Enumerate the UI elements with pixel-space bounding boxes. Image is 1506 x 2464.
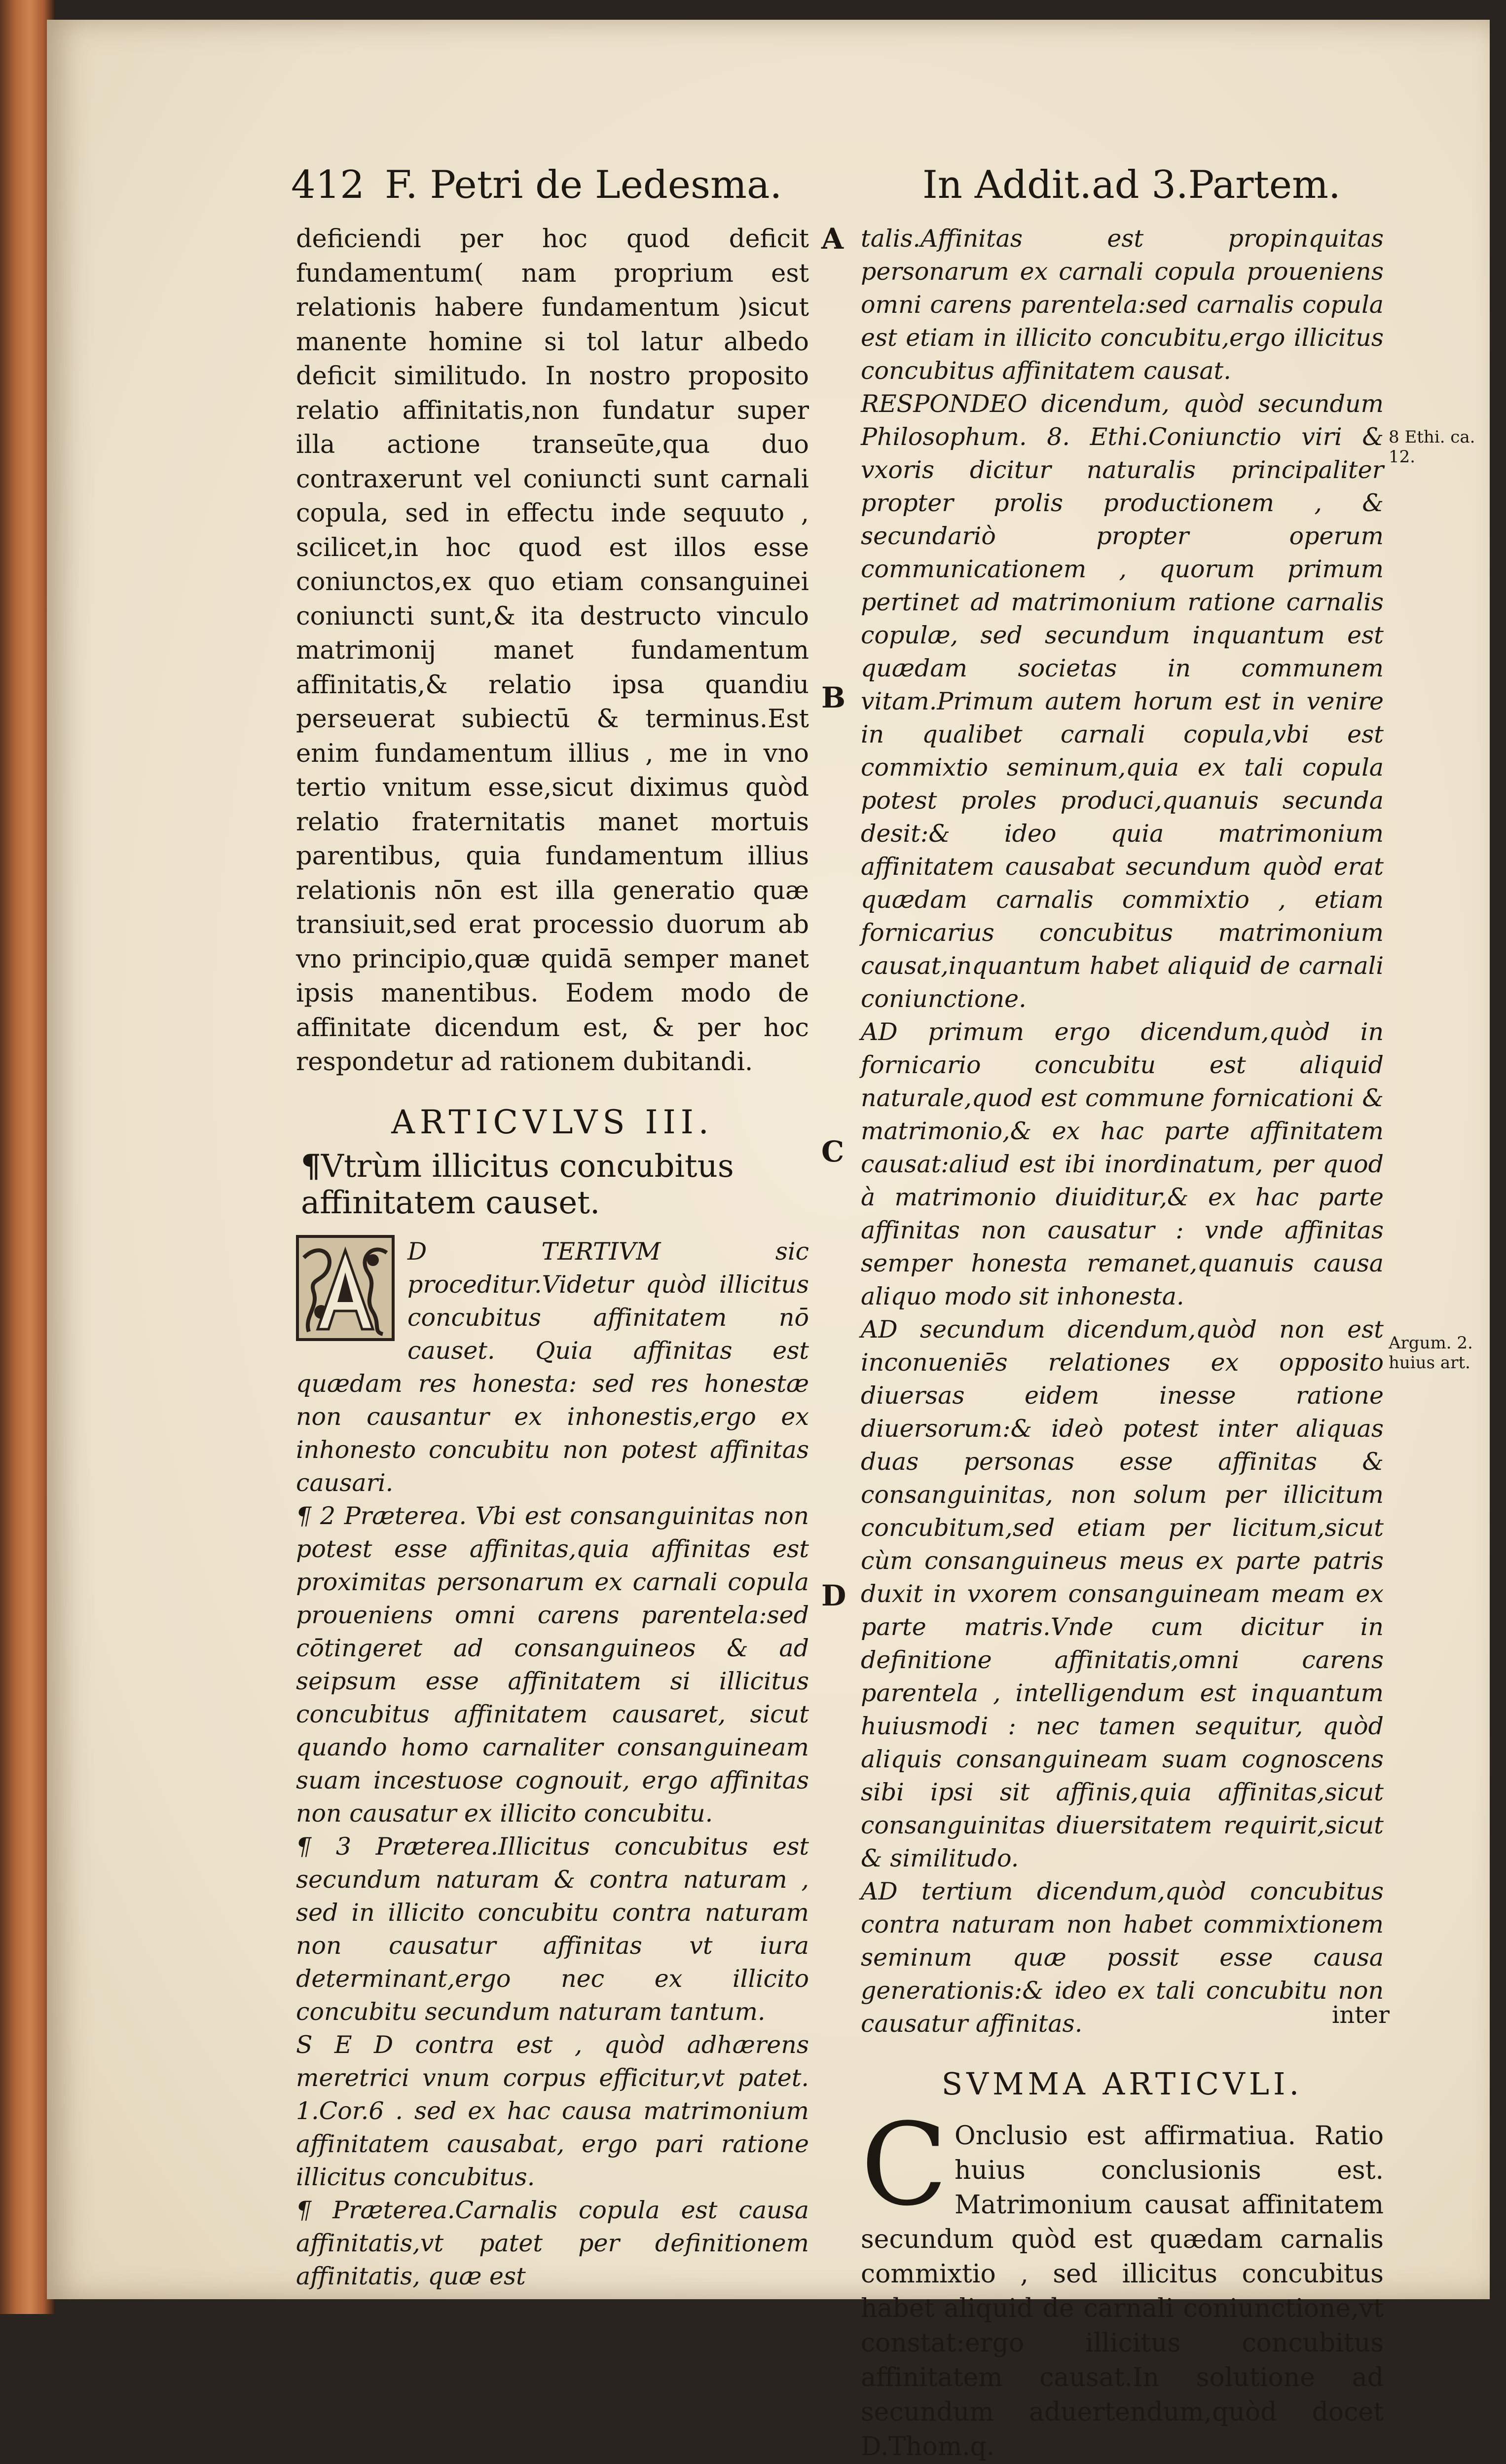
summa-initial: C (861, 2099, 948, 2231)
running-head-right: In Addit.ad 3.Partem. (922, 163, 1341, 207)
article-heading: ARTICVLVS III. (391, 1103, 714, 1141)
margin-letter-d: D (821, 1579, 846, 1612)
margin-letter-b: B (821, 681, 846, 714)
margin-note-ethi: 8 Ethi. ca. 12. (1389, 427, 1475, 467)
respondeo-paragraph: RESPONDEO dicendum, quòd secundum Philosophum. 8. Ethi.Coniunctio viri & vxoris dicitur naturalis principaliter propter prolis productionem , & secundariò propter operum communicationem , quorum primum pertinet ad matrimonium ratione carnalis copulæ, sed secundum inquantum est quædam societas in communem vitam.Primum autem horum est in venire in qualibet carnali copula,vbi est commixtio seminum,quia ex tali copula potest proles produci,quanuis secunda desit:& ideo quia matrimonium affinitatem causabat secundum quòd erat quædam carnalis commixtio , etiam fornicarius concubitus matrimonium causat,inquantum habet aliquid de carnali coniunctione. (861, 390, 1384, 1013)
objection-3: ¶ 3 Præterea.Illicitus concubitus est secundum naturam & contra naturam , sed in illicito concubitu contra naturam non causatur affinitas vt iura determinant,ergo nec ex illicito concubitu secundum naturam tantum. (296, 1832, 809, 2026)
folio-number: 412 (291, 163, 365, 207)
right-column (861, 222, 1384, 2464)
objection-1: D TERTIVM sic proceditur.Videtur quòd illicitus concubitus affinitatem nō causet. Quia affinitas est quædam res honesta: sed res honestæ non causantur ex inhonestis,ergo ex inhonesto concubitu non potest affinitas causari. (296, 1237, 809, 1497)
objections-block (296, 1235, 809, 2293)
catchword: inter (1332, 2001, 1390, 2029)
ad-primum-paragraph: AD primum ergo dicendum,quòd in fornicario concubitu est aliquid naturale,quod est commune fornicationi & matrimonio,& ex hac parte affinitatem causat:aliud est ibi inordinatum, per quod à matrimonio diuiditur,& ex hac parte affinitas non causatur : vnde affinitas semper honesta remanet,quanuis causa aliquo modo sit inhonesta. (861, 1018, 1384, 1310)
book-edge (0, 0, 54, 2314)
sed-contra: S E D contra est , quòd adhærens meretrici vnum corpus efficitur,vt patet. 1.Cor.6 . sed ex hac causa matrimonium affinitatem causabat, ergo pari ratione illicitus concubitus. (296, 2030, 809, 2191)
question-text: Vtrùm illicitus concubitus affinitatem causet. (301, 1148, 734, 1221)
summa-text: Onclusio est affirmatiua. Ratio huius conclusionis est. Matrimonium causat affinitatem secundum quòd est quædam carnalis commixtio , sed illicitus concubitus habet aliquid de carnali coniunctione,vt constat:ergo illicitus concubitus affinitatem causat.In solutione ad secundum aduertendum,quòd docet D.Thom.q. (861, 2121, 1384, 2462)
margin-letter-a: A (821, 222, 844, 256)
left-column (296, 222, 809, 2293)
margin-letter-c: C (821, 1135, 845, 1168)
objection-2: ¶ 2 Præterea. Vbi est consanguinitas non potest esse affinitas,quia affinitas est proximitas personarum ex carnali copula proueniens omni carens parentela:sed cōtingeret ad consanguineos & ad seipsum esse affinitatem si illicitus concubitus affinitatem causaret, sicut quando homo carnaliter consanguineam suam incestuose cognouit, ergo affinitas non causatur ex illicito concubitu. (296, 1501, 809, 1828)
left-paragraph-1: deficiendi per hoc quod deficit fundamentum( nam proprium est relationis habere fundamentum )sicut manente homine si tol latur albedo deficit similitudo. In nostro proposito relatio affinitatis,non fundatur super illa actione transeūte,qua duo contraxerunt vel coniuncti sunt carnali copula, sed in effectu inde sequuto , scilicet,in hoc quod est illos esse coniunctos,ex quo etiam consanguinei coniuncti sunt,& ita destructo vinculo matrimonij manet fundamentum affinitatis,& relatio ipsa quandiu perseuerat subiectū & terminus.Est enim fundamentum illius , me in vno tertio vnitum esse,sicut diximus quòd relatio fraternitatis manet mortuis parentibus, quia fundamentum illius relationis nōn est illa generatio quæ transiuit,sed erat processio duorum ab vno principio,quæ quidā semper manet ipsis manentibus. Eodem modo de affinitate dicendum est, & per hoc respondetur ad rationem dubitandi. (296, 224, 809, 1077)
praeterea-paragraph: ¶ Præterea.Carnalis copula est causa affinitatis,vt patet per definitionem affinitatis, quæ est (296, 2196, 809, 2290)
running-head-left: F. Petri de Ledesma. (385, 163, 782, 207)
right-paragraph-1: talis.Affinitas est propinquitas personarum ex carnali copula proueniens omni carens parentela:sed carnalis copula est etiam in illicito concubitu,ergo illicitus concubitus affinitatem causat. (861, 224, 1384, 385)
decorated-initial-icon (296, 1235, 395, 1341)
pilcrow-icon: ¶ (301, 1147, 321, 1185)
ad-secundum-paragraph: AD secundum dicendum,quòd non est inconueniēs relationes ex opposito diuersas eidem inesse ratione diuersorum:& ideò potest inter aliquas duas personas esse affinitas & consanguinitas, non solum per illicitum concubitum,sed etiam per licitum,sicut cùm consanguineus meus ex parte patris duxit in vxorem consanguineam meam ex parte matris.Vnde cum dicitur in definitione affinitatis,omni carens parentela , intelligendum est inquantum huiusmodi : nec tamen sequitur, quòd aliquis consanguineam suam cognoscens sibi ipsi sit affinis,quia affinitas,sicut consanguinitas diuersitatem requirit,sicut & similitudo. (861, 1315, 1384, 1872)
margin-note-argum: Argum. 2. huius art. (1389, 1333, 1473, 1373)
summa-heading: SVMMA ARTICVLI. (941, 2066, 1303, 2102)
initial-ornament-icon (299, 1238, 392, 1338)
ad-tertium-paragraph: AD tertium dicendum,quòd concubitus contra naturam non habet commixtionem seminum quæ possit esse causa generationis:& ideo ex tali concubitu non causatur affinitas. (861, 1877, 1384, 2038)
summa-text-block (861, 2099, 1384, 2464)
article-question (296, 1148, 809, 1221)
